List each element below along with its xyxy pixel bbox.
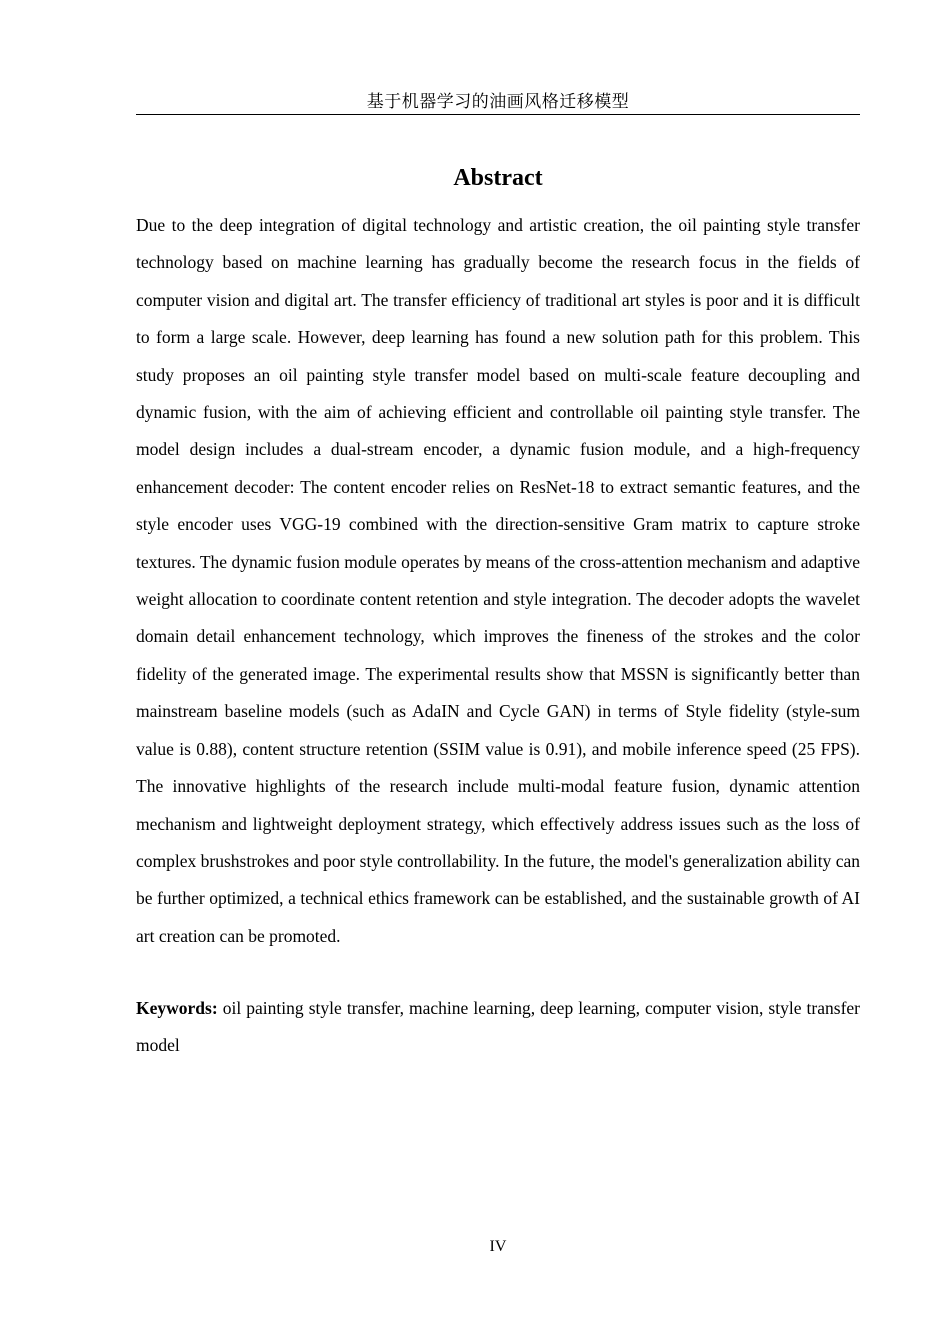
page-number: IV [489, 1238, 507, 1255]
running-header: 基于机器学习的油画风格迁移模型 [136, 90, 860, 115]
abstract-paragraph: Due to the deep integration of digital technology and artistic creation, the oil painting style transfer technology based on machine learning has gradually become the research focus in the fields of computer vision and digital art. The transfer efficiency of traditional art styles is poor and it is difficult to form a large scale. However, deep learning has found a new solution path for this problem. This study proposes an oil painting style transfer model based on multi-scale feature decoupling and dynamic fusion, with the aim of achieving efficient and controllable oil painting style transfer. The model design includes a dual-stream encoder, a dynamic fusion module, and a high-frequency enhancement decoder: The content encoder relies on ResNet-18 to extract semantic features, and the style encoder uses VGG-19 combined with the direction-sensitive Gram matrix to capture stroke textures. The dynamic fusion module operates by means of the cross-attention mechanism and adaptive weight allocation to coordinate content retention and style integration. The decoder adopts the wavelet domain detail enhancement technology, which improves the fineness of the strokes and the color fidelity of the generated image. The experimental results show that MSSN is significantly better than mainstream baseline models (such as AdaIN and Cycle GAN) in terms of Style fidelity (style-sum value is 0.88), content structure retention (SSIM value is 0.91), and mobile inference speed (25 FPS). The innovative highlights of the research include multi-modal feature fusion, dynamic attention mechanism and lightweight deployment strategy, which effectively address issues such as the loss of complex brushstrokes and poor style controllability. In the future, the model's generalization ability can be further optimized, a technical ethics framework can be established, and the sustainable growth of AI art creation can be promoted. [136, 215, 860, 946]
keywords-text: oil painting style transfer, machine learning, deep learning, computer vision, style transfer model [136, 998, 861, 1055]
page-title: Abstract [453, 165, 543, 192]
keywords-label: Keywords: [136, 998, 218, 1018]
keywords-line [136, 990, 860, 1064]
